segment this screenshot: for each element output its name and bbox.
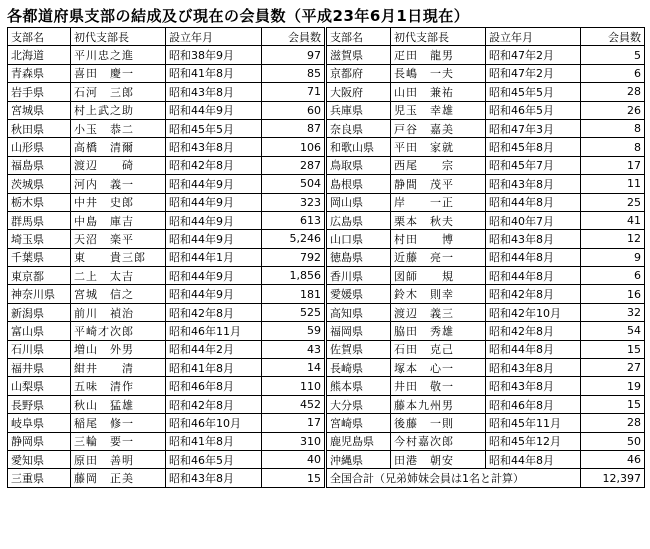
table-row [8,248,325,266]
members-cell: 792 [262,248,325,266]
table-row [8,285,325,303]
members-cell: 11 [581,175,645,193]
branch-cell: 新潟県 [8,303,71,321]
table-row [327,83,645,101]
table-row [327,211,645,229]
table-row [8,193,325,211]
members-cell: 110 [262,377,325,395]
founded-cell: 昭和44年9月 [166,101,262,119]
branch-cell: 宮崎県 [327,414,391,432]
founded-cell: 昭和42年8月 [166,395,262,413]
founded-cell: 昭和44年9月 [166,267,262,285]
president-cell: 長嶋 一夫 [391,64,486,82]
table-row [8,322,325,340]
president-cell: 後藤 一則 [391,414,486,432]
president-cell: 中島 庫吉 [71,211,166,229]
members-cell: 14 [262,359,325,377]
branch-cell: 茨城県 [8,175,71,193]
members-cell: 15 [262,469,325,487]
branch-cell: 香川県 [327,267,391,285]
founded-cell: 昭和44年8月 [486,248,581,266]
founded-cell: 昭和42年8月 [486,285,581,303]
president-cell: 渡辺 義三 [391,303,486,321]
branch-cell: 福岡県 [327,322,391,340]
founded-cell: 昭和46年5月 [166,450,262,468]
founded-cell: 昭和46年5月 [486,101,581,119]
table-row [8,83,325,101]
branch-cell: 佐賀県 [327,340,391,358]
members-cell: 71 [262,83,325,101]
members-cell: 17 [581,156,645,174]
table-row [327,267,645,285]
members-cell: 452 [262,395,325,413]
founded-cell: 昭和41年8月 [166,64,262,82]
founded-cell: 昭和44年9月 [166,230,262,248]
founded-cell: 昭和43年8月 [486,377,581,395]
members-cell: 323 [262,193,325,211]
branch-cell: 愛媛県 [327,285,391,303]
members-cell: 504 [262,175,325,193]
branch-cell: 大分県 [327,395,391,413]
members-cell: 60 [262,101,325,119]
founded-cell: 昭和44年8月 [486,340,581,358]
members-cell: 41 [581,211,645,229]
branch-cell: 秋田県 [8,119,71,137]
founded-cell: 昭和43年8月 [166,83,262,101]
members-cell: 85 [262,64,325,82]
president-cell: 小玉 恭二 [71,119,166,137]
president-cell: 天沼 楽平 [71,230,166,248]
founded-cell: 昭和44年1月 [166,248,262,266]
table-row [327,119,645,137]
founded-cell: 昭和46年8月 [486,395,581,413]
founded-cell: 昭和42年10月 [486,303,581,321]
president-cell: 栗本 秋夫 [391,211,486,229]
header-founded: 設立年月 [166,28,262,46]
table-row [327,285,645,303]
branch-cell: 福井県 [8,359,71,377]
members-cell: 28 [581,414,645,432]
branch-cell: 沖縄県 [327,450,391,468]
president-cell: 三輪 要一 [71,432,166,450]
founded-cell: 昭和44年8月 [486,193,581,211]
president-cell: 塚本 心一 [391,359,486,377]
header-row [327,28,645,46]
branch-cell: 山口県 [327,230,391,248]
table-row [8,101,325,119]
founded-cell: 昭和42年8月 [166,156,262,174]
table-row [327,156,645,174]
president-cell: 二上 太吉 [71,267,166,285]
members-cell: 43 [262,340,325,358]
branch-cell: 山梨県 [8,377,71,395]
president-cell: 前川 禎治 [71,303,166,321]
president-cell: 宮城 信之 [71,285,166,303]
founded-cell: 昭和44年8月 [486,450,581,468]
table-row [327,359,645,377]
members-cell: 50 [581,432,645,450]
total-row [327,469,645,487]
table-row [8,450,325,468]
header-founded: 設立年月 [486,28,581,46]
branch-cell: 神奈川県 [8,285,71,303]
table-row [8,138,325,156]
founded-cell: 昭和45年5月 [486,83,581,101]
members-cell: 525 [262,303,325,321]
founded-cell: 昭和43年8月 [486,230,581,248]
members-cell: 15 [581,395,645,413]
president-cell: 中井 史郎 [71,193,166,211]
president-cell: 石田 克己 [391,340,486,358]
members-cell: 19 [581,377,645,395]
table-row [327,248,645,266]
branch-cell: 滋賀県 [327,46,391,64]
president-cell: 平川忠之進 [71,46,166,64]
page-title: 各都道府県支部の結成及び現在の会員数（平成23年6月1日現在） [7,7,470,25]
founded-cell: 昭和45年12月 [486,432,581,450]
table-row [327,395,645,413]
table-row [327,101,645,119]
president-cell: 原田 善明 [71,450,166,468]
members-cell: 54 [581,322,645,340]
branch-cell: 岐阜県 [8,414,71,432]
founded-cell: 昭和47年3月 [486,119,581,137]
members-cell: 87 [262,119,325,137]
members-cell: 32 [581,303,645,321]
president-cell: 紺井 清 [71,359,166,377]
branch-cell: 千葉県 [8,248,71,266]
founded-cell: 昭和46年8月 [166,377,262,395]
branch-cell: 広島県 [327,211,391,229]
president-cell: 渡辺 碕 [71,156,166,174]
members-table-right [326,27,645,488]
members-table-left [7,27,325,488]
header-members: 会員数 [581,28,645,46]
founded-cell: 昭和45年8月 [486,138,581,156]
table-row [8,303,325,321]
table-row [327,46,645,64]
branch-cell: 奈良県 [327,119,391,137]
members-cell: 8 [581,119,645,137]
president-cell: 静間 茂平 [391,175,486,193]
branch-cell: 岩手県 [8,83,71,101]
founded-cell: 昭和43年8月 [166,469,262,487]
branch-cell: 鳥取県 [327,156,391,174]
branch-cell: 栃木県 [8,193,71,211]
table-row [8,340,325,358]
members-cell: 27 [581,359,645,377]
founded-cell: 昭和41年8月 [166,359,262,377]
founded-cell: 昭和38年9月 [166,46,262,64]
founded-cell: 昭和44年9月 [166,285,262,303]
table-row [327,138,645,156]
members-cell: 26 [581,101,645,119]
founded-cell: 昭和45年7月 [486,156,581,174]
table-row [327,414,645,432]
president-cell: 秋山 猛雄 [71,395,166,413]
president-cell: 井田 敬一 [391,377,486,395]
branch-cell: 群馬県 [8,211,71,229]
president-cell: 藤岡 正美 [71,469,166,487]
founded-cell: 昭和45年11月 [486,414,581,432]
branch-cell: 三重県 [8,469,71,487]
members-cell: 1,856 [262,267,325,285]
members-cell: 6 [581,64,645,82]
table-row [327,175,645,193]
founded-cell: 昭和42年8月 [166,303,262,321]
president-cell: 鈴木 則幸 [391,285,486,303]
table-row [8,469,325,487]
president-cell: 五味 清作 [71,377,166,395]
founded-cell: 昭和44年9月 [166,193,262,211]
table-row [327,64,645,82]
table-row [8,414,325,432]
founded-cell: 昭和46年11月 [166,322,262,340]
founded-cell: 昭和44年2月 [166,340,262,358]
founded-cell: 昭和44年9月 [166,175,262,193]
table-row [327,432,645,450]
total-label: 全国合計（兄弟姉妹会員は1名と計算） [327,469,581,487]
members-cell: 46 [581,450,645,468]
president-cell: 児玉 幸雄 [391,101,486,119]
founded-cell: 昭和43年8月 [166,138,262,156]
table-row [327,230,645,248]
founded-cell: 昭和42年8月 [486,322,581,340]
president-cell: 疋田 龍男 [391,46,486,64]
president-cell: 高橋 清爾 [71,138,166,156]
members-cell: 6 [581,267,645,285]
header-branch: 支部名 [8,28,71,46]
founded-cell: 昭和41年8月 [166,432,262,450]
total-value: 12,397 [581,469,645,487]
president-cell: 石河 三郎 [71,83,166,101]
branch-cell: 愛知県 [8,450,71,468]
president-cell: 岸 一正 [391,193,486,211]
table-row [8,359,325,377]
table-row [327,450,645,468]
branch-cell: 福島県 [8,156,71,174]
branch-cell: 青森県 [8,64,71,82]
header-members: 会員数 [262,28,325,46]
table-row [8,267,325,285]
branch-cell: 鹿児島県 [327,432,391,450]
branch-cell: 大阪府 [327,83,391,101]
header-president: 初代支部長 [391,28,486,46]
president-cell: 山田 兼祐 [391,83,486,101]
members-cell: 287 [262,156,325,174]
members-cell: 40 [262,450,325,468]
founded-cell: 昭和46年10月 [166,414,262,432]
table-row [8,119,325,137]
founded-cell: 昭和43年8月 [486,359,581,377]
branch-cell: 宮城県 [8,101,71,119]
branch-cell: 富山県 [8,322,71,340]
members-cell: 15 [581,340,645,358]
branch-cell: 島根県 [327,175,391,193]
table-row [8,377,325,395]
members-cell: 59 [262,322,325,340]
table-row [8,156,325,174]
president-cell: 村田 博 [391,230,486,248]
president-cell: 西尾 宗 [391,156,486,174]
header-row [8,28,325,46]
president-cell: 今村嘉次郎 [391,432,486,450]
table-row [8,46,325,64]
founded-cell: 昭和45年5月 [166,119,262,137]
president-cell: 近藤 亮一 [391,248,486,266]
branch-cell: 長野県 [8,395,71,413]
founded-cell: 昭和47年2月 [486,46,581,64]
members-cell: 25 [581,193,645,211]
table-row [327,377,645,395]
president-cell: 稲尾 修一 [71,414,166,432]
table-row [327,193,645,211]
members-cell: 12 [581,230,645,248]
founded-cell: 昭和44年8月 [486,267,581,285]
members-cell: 310 [262,432,325,450]
table-row [327,303,645,321]
president-cell: 増山 外男 [71,340,166,358]
branch-cell: 埼玉県 [8,230,71,248]
president-cell: 村上武之助 [71,101,166,119]
president-cell: 脇田 秀雄 [391,322,486,340]
header-president: 初代支部長 [71,28,166,46]
members-cell: 106 [262,138,325,156]
branch-cell: 和歌山県 [327,138,391,156]
branch-cell: 山形県 [8,138,71,156]
members-cell: 17 [262,414,325,432]
president-cell: 田港 朝安 [391,450,486,468]
branch-cell: 熊本県 [327,377,391,395]
president-cell: 図師 規 [391,267,486,285]
table-row [327,322,645,340]
table-row [8,175,325,193]
president-cell: 平田 家就 [391,138,486,156]
branch-cell: 岡山県 [327,193,391,211]
table-row [8,230,325,248]
table-row [8,432,325,450]
members-cell: 5,246 [262,230,325,248]
members-cell: 5 [581,46,645,64]
founded-cell: 昭和47年2月 [486,64,581,82]
members-cell: 613 [262,211,325,229]
members-cell: 16 [581,285,645,303]
president-cell: 喜田 慶一 [71,64,166,82]
table-row [8,64,325,82]
president-cell: 河内 義一 [71,175,166,193]
president-cell: 平崎才次郎 [71,322,166,340]
members-cell: 181 [262,285,325,303]
branch-cell: 長崎県 [327,359,391,377]
founded-cell: 昭和44年9月 [166,211,262,229]
members-cell: 8 [581,138,645,156]
branch-cell: 京都府 [327,64,391,82]
table-row [327,340,645,358]
branch-cell: 兵庫県 [327,101,391,119]
members-cell: 9 [581,248,645,266]
president-cell: 東 貴三郎 [71,248,166,266]
branch-cell: 北海道 [8,46,71,64]
president-cell: 戸谷 嘉美 [391,119,486,137]
table-row [8,395,325,413]
table-row [8,211,325,229]
branch-cell: 徳島県 [327,248,391,266]
branch-cell: 石川県 [8,340,71,358]
founded-cell: 昭和43年8月 [486,175,581,193]
branch-cell: 東京都 [8,267,71,285]
president-cell: 藤本九州男 [391,395,486,413]
founded-cell: 昭和40年7月 [486,211,581,229]
branch-cell: 静岡県 [8,432,71,450]
members-cell: 97 [262,46,325,64]
members-cell: 28 [581,83,645,101]
header-branch: 支部名 [327,28,391,46]
branch-cell: 高知県 [327,303,391,321]
